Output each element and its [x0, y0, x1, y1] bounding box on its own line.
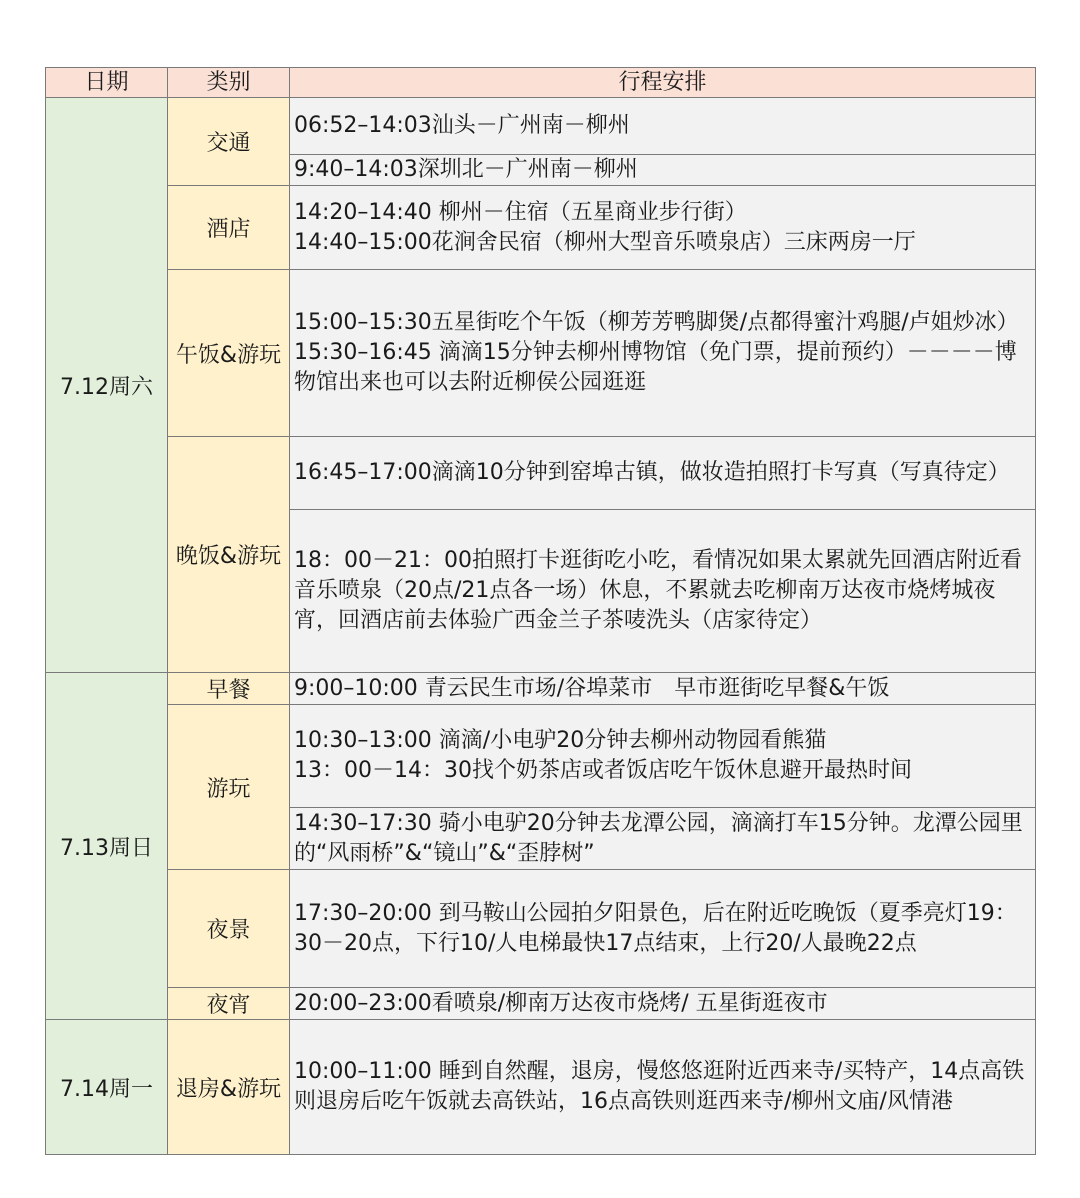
plan-cell [290, 808, 1036, 870]
plan-line: 13：00－14：30找个奶茶店或者饭店吃午饭休息避开最热时间 [294, 758, 912, 783]
plan-cell [290, 988, 1036, 1020]
plan-line: 06:52–14:03汕头－广州南－柳州 [294, 113, 630, 138]
plan-cell [290, 155, 1036, 186]
category-cell: 交通 [168, 98, 290, 186]
category-cell: 早餐 [168, 673, 290, 705]
category-cell: 夜宵 [168, 988, 290, 1020]
plan-cell [290, 705, 1036, 808]
plan-line: 15:00–15:30五星街吃个午饭（柳芳芳鸭脚煲/点都得蜜汁鸡腿/卢姐炒冰） [294, 310, 1019, 335]
table-row [46, 437, 1036, 510]
plan-cell [290, 437, 1036, 510]
header-itinerary: 行程安排 [290, 68, 1036, 98]
table-row [46, 270, 1036, 437]
category-cell: 退房&游玩 [168, 1020, 290, 1155]
plan-cell [290, 673, 1036, 705]
category-cell: 晚饭&游玩 [168, 437, 290, 673]
plan-line: 10:00–11:00 睡到自然醒，退房，慢悠悠逛附近西来寺/买特产，14点高铁则退房后吃午饭就去高铁站，16点高铁则逛西来寺/柳州文庙/风情港 [294, 1059, 1025, 1114]
header-category: 类别 [168, 68, 290, 98]
plan-line: 14:30–17:30 骑小电驴20分钟去龙潭公园，滴滴打车15分钟。龙潭公园里的“风雨桥”&“镜山”&“歪脖树” [294, 810, 1023, 866]
day-date: 7.12周六 [46, 98, 168, 673]
plan-line: 17:30–20:00 到马鞍山公园拍夕阳景色，后在附近吃晚饭（夏季亮灯19：30－20点，下行10/人电梯最快17点结束，上行20/人最晚22点 [294, 900, 1017, 956]
table-row [46, 988, 1036, 1020]
category-cell: 游玩 [168, 705, 290, 870]
plan-cell [290, 510, 1036, 673]
plan-line: 10:30–13:00 滴滴/小电驴20分钟去柳州动物园看熊猫 [294, 728, 827, 753]
day-date: 7.13周日 [46, 673, 168, 1020]
plan-cell [290, 870, 1036, 988]
plan-line: 14:20–14:40 柳州－住宿（五星商业步行街） [294, 199, 747, 225]
table-row [46, 186, 1036, 270]
header-row [46, 68, 1036, 98]
header-date: 日期 [46, 68, 168, 98]
plan-cell [290, 1020, 1036, 1155]
plan-line: 16:45–17:00滴滴10分钟到窑埠古镇，做妆造拍照打卡写真（写真待定） [294, 460, 1010, 485]
plan-line: 9:00–10:00 青云民生市场/谷埠菜市 早市逛街吃早餐&午饭 [294, 675, 890, 701]
plan-cell [290, 270, 1036, 437]
plan-line: 15:30–16:45 滴滴15分钟去柳州博物馆（免门票，提前预约）－－－－博物馆出来也可以去附近柳侯公园逛逛 [294, 340, 1017, 395]
plan-line: 20:00–23:00看喷泉/柳南万达夜市烧烤/ 五星街逛夜市 [294, 990, 828, 1016]
table-row [46, 673, 1036, 705]
category-cell: 酒店 [168, 186, 290, 270]
category-cell: 夜景 [168, 870, 290, 988]
table-row [46, 705, 1036, 808]
category-cell: 午饭&游玩 [168, 270, 290, 437]
plan-line: 14:40–15:00花涧舍民宿（柳州大型音乐喷泉店）三床两房一厅 [294, 229, 916, 255]
plan-line: 18：00－21：00拍照打卡逛街吃小吃，看情况如果太累就先回酒店附近看音乐喷泉（20点/21点各一场）休息，不累就去吃柳南万达夜市烧烤城夜宵，回酒店前去体验广西金兰子茶唛洗头（店家待定） [294, 548, 1022, 633]
itinerary-table [45, 67, 1036, 1155]
day-date: 7.14周一 [46, 1020, 168, 1155]
table-row [46, 870, 1036, 988]
table-row [46, 98, 1036, 155]
plan-cell [290, 98, 1036, 155]
plan-cell [290, 186, 1036, 270]
table-row [46, 1020, 1036, 1155]
plan-line: 9:40–14:03深圳北－广州南－柳州 [294, 157, 638, 182]
